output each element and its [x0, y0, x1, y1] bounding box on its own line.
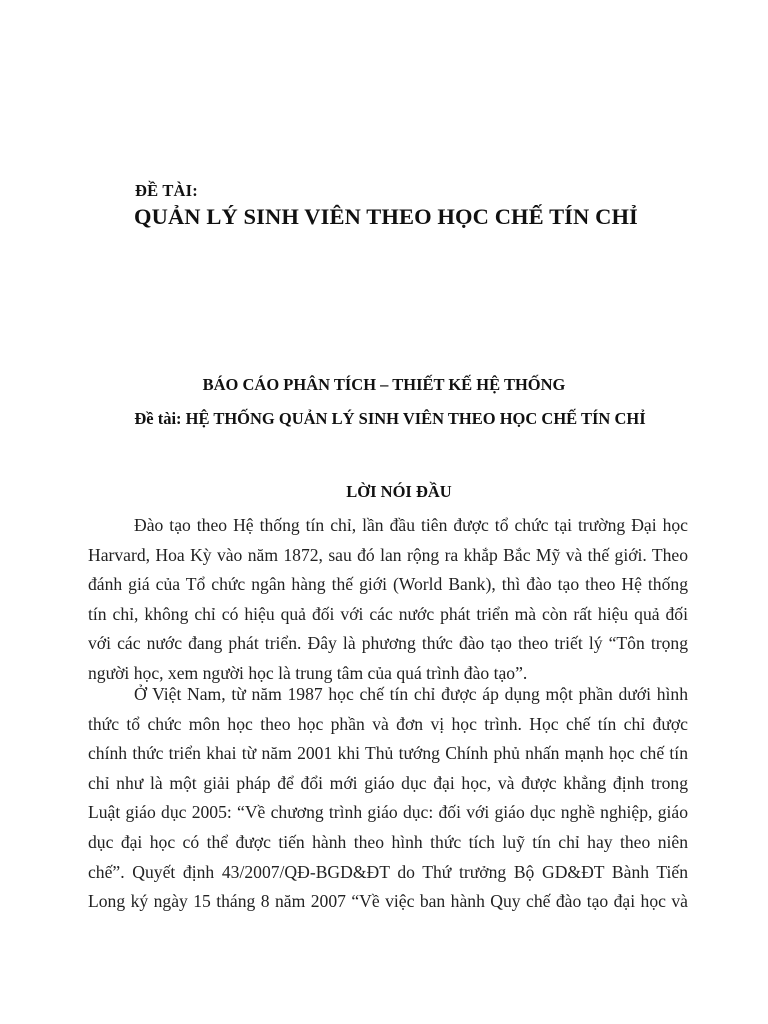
paragraph-line: dục đại học có thể được tiến hành theo hình thức tích luỹ tín chỉ hay theo niên	[88, 831, 688, 852]
preface-heading: LỜI NÓI ĐẦU	[346, 482, 452, 501]
topic-label: ĐỀ TÀI:	[135, 181, 198, 200]
topic-title: QUẢN LÝ SINH VIÊN THEO HỌC CHẾ TÍN CHỈ	[134, 204, 638, 229]
paragraph-line: đánh giá của Tổ chức ngân hàng thế giới (World Bank), thì đào tạo theo Hệ thống	[88, 574, 688, 595]
paragraph-line: Long ký ngày 15 tháng 8 năm 2007 “Về việc ban hành Quy chế đào tạo đại học và	[88, 891, 688, 912]
paragraph-line: Luật giáo dục 2005: “Về chương trình giáo dục: đối với giáo dục nghề nghiệp, giáo	[88, 802, 688, 823]
paragraph-line: Đào tạo theo Hệ thống tín chỉ, lần đầu tiên được tổ chức tại trường Đại học	[134, 515, 688, 535]
preface-paragraph-2	[88, 680, 688, 917]
paragraph-line: Harvard, Hoa Kỳ vào năm 1872, sau đó lan rộng ra khắp Bắc Mỹ và thế giới. Theo	[88, 544, 688, 565]
paragraph-line: với các nước đang phát triển. Đây là phương thức đào tạo theo triết lý “Tôn trọng	[88, 633, 688, 654]
paragraph-line: người học, xem người học là trung tâm của quá trình đào tạo”.	[88, 662, 528, 683]
paragraph-line: chỉ như là một giải pháp để đổi mới giáo dục đại học, và được khẳng định trong	[88, 772, 688, 793]
paragraph-line: Ở Việt Nam, từ năm 1987 học chế tín chỉ được áp dụng một phần dưới hình	[134, 684, 688, 704]
paragraph-line: chế”. Quyết định 43/2007/QĐ-BGD&ĐT do Thứ trưởng Bộ GD&ĐT Bành Tiến	[88, 861, 688, 882]
paragraph-line: thức tổ chức môn học theo học phần và đơn vị học trình. Học chế tín chỉ được	[88, 713, 688, 734]
paragraph-line: chính thức triển khai từ năm 2001 khi Thủ tướng Chính phủ nhấn mạnh học chế tín	[88, 743, 688, 764]
report-subtitle: Đề tài: HỆ THỐNG QUẢN LÝ SINH VIÊN THEO HỌC CHẾ TÍN CHỈ	[134, 409, 646, 428]
paragraph-line: tín chỉ, không chỉ có hiệu quả đối với các nước phát triển mà còn rất hiệu quả đối	[88, 603, 688, 624]
preface-paragraph-1	[88, 511, 688, 689]
report-title: BÁO CÁO PHÂN TÍCH – THIẾT KẾ HỆ THỐNG	[202, 375, 566, 394]
